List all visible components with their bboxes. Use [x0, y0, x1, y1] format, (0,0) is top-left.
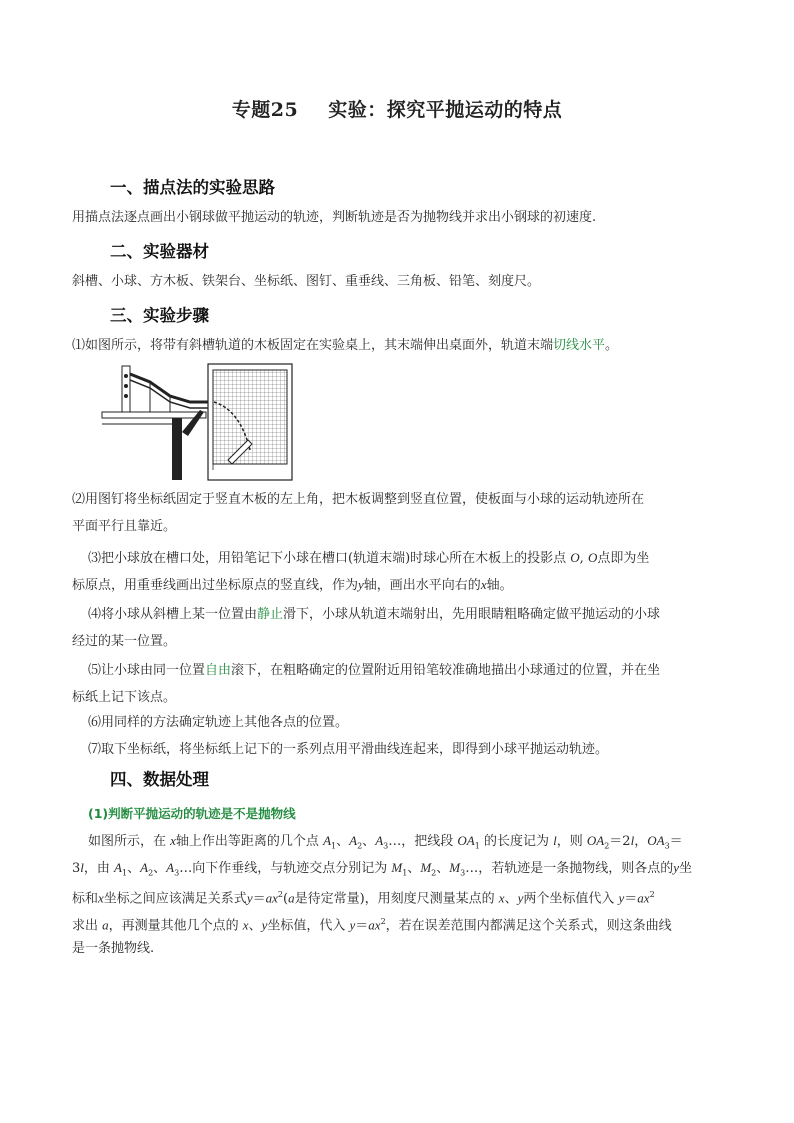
topic-name: 实验：探究平抛运动的特点 [328, 99, 563, 121]
step-4-line-2: 经过的某一位置。 [72, 634, 177, 649]
step-7: ⑺取下坐标纸，将坐标纸上记下的一系列点用平滑曲线连起来，即得到小球平抛运动轨迹。 [88, 742, 609, 757]
section-heading-3: 三、实验步骤 [110, 306, 209, 325]
step-3-line-1: ⑶把小球放在槽口处，用铅笔记下小球在槽口(轨道末端)时球心所在木板上的投影点 O, O点即为坐 [88, 550, 650, 566]
apparatus-figure [100, 360, 296, 484]
subsection-heading-1: (1)判断平抛运动的轨迹是不是抛物线 [88, 806, 296, 821]
step-6: ⑹用同样的方法确定轨迹上其他各点的位置。 [88, 715, 349, 730]
section-heading-2: 二、实验器材 [110, 242, 209, 261]
data-para-line-3: 标和x坐标之间应该满足关系式$y=ax^2(a$是待定常量)，用刻度尺测量某点的 x、y两个坐标值代入 $y=ax^2$ [72, 890, 655, 907]
data-para-line-4: 求出 a，再测量其他几个点的 x、y坐标值，代入 $y=ax^2$，若在误差范围内都满足这个关系式，则这条曲线 [72, 917, 672, 934]
topic-number: 专题25 [231, 99, 299, 121]
data-para-line-2: 3l，由 $A_1$、$A_2$、$A_3\dots$向下作垂线，与轨迹交点分别记为 $M_1$、$M_2$、$M_3\dots$，若轨迹是一条抛物线，则各点的y坐 [72, 860, 693, 878]
step-1: ⑴如图所示，将带有斜槽轨道的木板固定在实验桌上，其末端伸出桌面外，轨道末端切线水平。 [72, 338, 619, 353]
data-para-line-5: 是一条抛物线. [72, 941, 155, 956]
table-top [102, 412, 206, 418]
highlight-at-rest: 静止 [257, 607, 284, 622]
highlight-freely: 自由 [205, 663, 232, 678]
page-title [0, 95, 794, 122]
table-leg [172, 418, 182, 480]
step-4-line-1: ⑷将小球从斜槽上某一位置由静止滑下，小球从轨道末端射出，先用眼睛粗略确定做平抛运动的小球 [88, 607, 661, 622]
step-5-line-1: ⑸让小球由同一位置自由滚下，在粗略确定的位置附近用铅笔较准确地描出小球通过的位置，并在坐 [88, 663, 661, 678]
step-2-line-1: ⑵用图钉将坐标纸固定于竖直木板的左上角，把木板调整到竖直位置，使板面与小球的运动轨迹所在 [72, 492, 645, 507]
step-3-line-2: 标原点，用重垂线画出过坐标原点的竖直线，作为y轴，画出水平向右的x轴。 [72, 577, 513, 593]
section-2-text: 斜槽、小球、方木板、铁架台、坐标纸、图钉、重垂线、三角板、铅笔、刻度尺。 [72, 274, 541, 289]
highlight-tangent-horizontal: 切线水平 [553, 338, 606, 353]
step-2-line-2: 平面平行且靠近。 [72, 519, 177, 534]
data-para-line-1: 如图所示，在 x轴上作出等距离的几个点 $A_1$、$A_2$、$A_3\dots$，把线段 $OA_1$ 的长度记为 l，则 $OA_2=2l$，$OA_3=$ [88, 833, 683, 851]
chute-rail [130, 374, 212, 402]
stand [122, 366, 130, 412]
section-heading-1: 一、描点法的实验思路 [110, 178, 275, 197]
step-5-line-2: 标纸上记下该点。 [72, 690, 177, 705]
section-heading-4: 四、数据处理 [110, 770, 209, 789]
section-1-text: 用描点法逐点画出小钢球做平抛运动的轨迹，判断轨迹是否为抛物线并求出小钢球的初速度. [72, 210, 597, 225]
